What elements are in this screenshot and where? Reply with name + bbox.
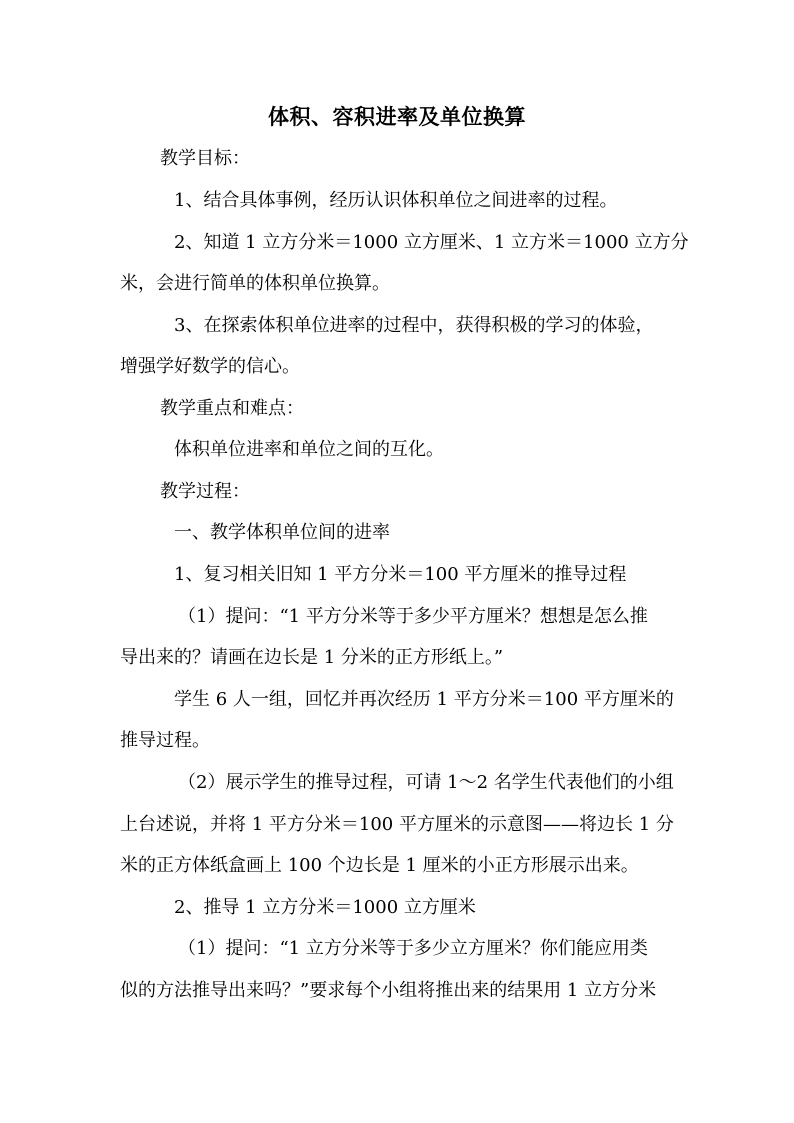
process-step-1-heading: 1、复习相关旧知 1 平方分米＝100 平方厘米的推导过程 — [174, 564, 627, 585]
step-1-item-2-line-1: （2）展示学生的推导过程，可请 1～2 名学生代表他们的小组 — [178, 772, 674, 793]
section-heading-process: 教学过程： — [160, 481, 250, 502]
objective-3-line-1: 3、在探索体积单位进率的过程中，获得积极的学习的体验， — [174, 315, 654, 336]
step-1-activity-line-1: 学生 6 人一组，回忆并再次经历 1 平方分米＝100 平方厘米的 — [174, 689, 674, 710]
objective-3-line-2: 增强学好数学的信心。 — [120, 356, 300, 377]
objective-1: 1、结合具体事例，经历认识体积单位之间进率的过程。 — [174, 190, 618, 211]
process-part-1-heading: 一、教学体积单位间的进率 — [174, 522, 390, 543]
process-step-2-heading: 2、推导 1 立方分米＝1000 立方厘米 — [174, 897, 476, 918]
step-1-activity-line-2: 推导过程。 — [120, 730, 210, 751]
step-2-item-1-line-2: 似的方法推导出来吗？”要求每个小组将推出来的结果用 1 立方分米 — [120, 980, 657, 1001]
step-1-item-2-line-2: 上台述说，并将 1 平方分米＝100 平方厘米的示意图——将边长 1 分 — [120, 814, 674, 835]
objective-2-line-1: 2、知道 1 立方分米＝1000 立方厘米、1 立方米＝1000 立方分 — [174, 232, 689, 253]
key-points-text: 体积单位进率和单位之间的互化。 — [174, 439, 444, 460]
objective-2-line-2: 米，会进行简单的体积单位换算。 — [120, 273, 390, 294]
step-2-item-1-line-1: （1）提问：“1 立方分米等于多少立方厘米？你们能应用类 — [178, 938, 648, 959]
section-heading-objectives: 教学目标： — [160, 148, 250, 169]
step-1-item-1-line-2: 导出来的？请画在边长是 1 分米的正方形纸上。” — [120, 647, 504, 668]
step-1-item-2-line-3: 米的正方体纸盒画上 100 个边长是 1 厘米的小正方形展示出来。 — [120, 855, 639, 876]
document-title: 体积、容积进率及单位换算 — [268, 104, 526, 129]
section-heading-key-points: 教学重点和难点： — [160, 398, 304, 419]
step-1-item-1-line-1: （1）提问：“1 平方分米等于多少平方厘米？想想是怎么推 — [178, 606, 648, 627]
